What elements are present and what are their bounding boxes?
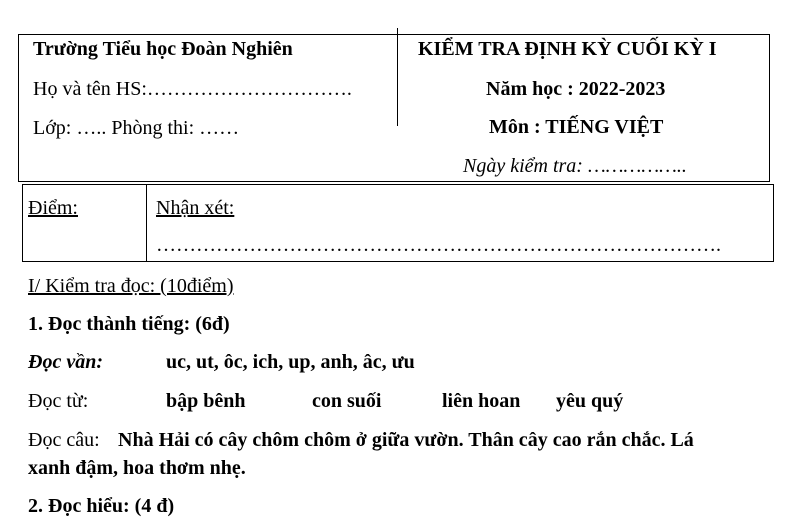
score-label: Điểm: <box>28 197 78 219</box>
word-2: con suối <box>312 390 382 412</box>
score-divider <box>146 184 147 262</box>
sentence-label: Đọc câu: <box>28 429 100 451</box>
student-name-field: Họ và tên HS:…………………………. <box>33 78 352 100</box>
school-name: Trường Tiểu học Đoàn Nghiên <box>33 38 293 60</box>
sentence-line-1: Nhà Hải có cây chôm chôm ở giữa vườn. Thân cây cao rắn chắc. Lá <box>118 429 694 451</box>
rhymes-label: Đọc vần: <box>28 351 103 373</box>
school-year: Năm học : 2022-2023 <box>486 78 666 100</box>
section1-title: I/ Kiểm tra đọc: (10điểm) <box>28 275 234 297</box>
part2-title: 2. Đọc hiểu: (4 đ) <box>28 495 175 517</box>
word-4: yêu quý <box>556 390 624 412</box>
class-room-field: Lớp: ….. Phòng thi: …… <box>33 117 240 139</box>
rhymes-list: uc, ut, ôc, ich, up, anh, âc, ưu <box>166 351 415 373</box>
word-3: liên hoan <box>442 390 521 412</box>
sentence-line-2: xanh đậm, hoa thơm nhẹ. <box>28 457 246 479</box>
comment-label: Nhận xét: <box>156 197 235 219</box>
comment-dots: …………………………………………………………………………. <box>156 234 721 256</box>
exam-title: KIỂM TRA ĐỊNH KỲ CUỐI KỲ I <box>418 38 717 60</box>
word-1: bập bênh <box>166 390 246 412</box>
header-divider <box>397 28 398 126</box>
words-label: Đọc từ: <box>28 390 89 412</box>
exam-date: Ngày kiểm tra: …………….. <box>463 155 687 177</box>
part1-title: 1. Đọc thành tiếng: (6đ) <box>28 313 230 335</box>
subject: Môn : TIẾNG VIỆT <box>489 116 664 138</box>
